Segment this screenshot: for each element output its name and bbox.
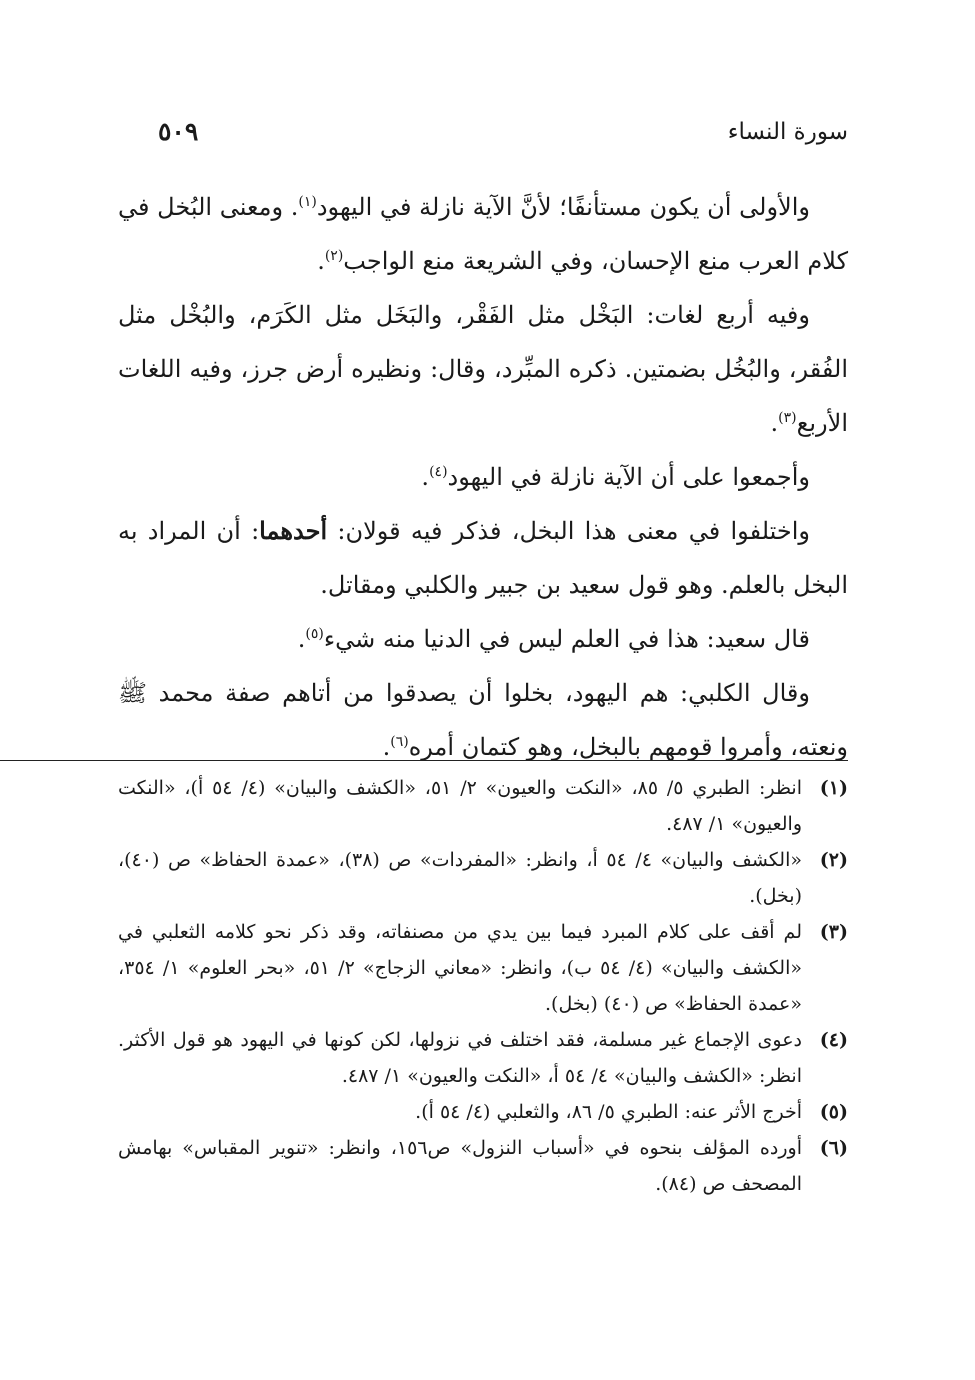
paragraph-3 <box>118 450 848 504</box>
surah-name: سورة النساء <box>727 119 848 145</box>
footnote-number: (٢) <box>819 849 848 871</box>
paragraph-5 <box>118 612 848 666</box>
paragraph-6-text: وقال الكلبي: هم اليهود، بخلوا أن يصدقوا من أتاهم صفة محمد ﷺ ونعته، وأمروا قومهم بالبخل، وهو كتمان أمره <box>118 679 848 761</box>
paragraph-3-text: وأجمعوا على أن الآية نازلة في اليهود <box>447 463 810 491</box>
footnote-item <box>118 914 848 1022</box>
paragraph-1 <box>118 180 848 288</box>
footnotes <box>118 770 848 1202</box>
footnote-ref-4: (٤) <box>429 464 448 480</box>
footnote-ref-1: (١) <box>298 194 317 210</box>
paragraph-1-text-b: . ومعنى البُخل في كلام العرب منع الإحسان، وفي الشريعة منع الواجب <box>118 193 848 275</box>
paragraph-4 <box>118 504 848 612</box>
paragraph-6-end: . <box>382 733 391 761</box>
footnote-text: أخرج الأثر عنه: الطبري ٥/ ٨٦، والثعلبي (٤/ ٥٤ أ). <box>415 1101 802 1123</box>
footnote-number: (١) <box>819 777 848 799</box>
footnote-text: انظر: الطبري ٥/ ٨٥، «النكت والعيون» ٢/ ٥١، «الكشف والبيان» (٤/ ٥٤ أ)، «النكت والعيون» ١/ ٤٨٧. <box>118 777 802 835</box>
main-text <box>118 180 848 774</box>
paragraph-5-end: . <box>297 625 306 653</box>
footnote-item <box>118 1022 848 1094</box>
footnote-number: (٤) <box>819 1029 848 1051</box>
paragraph-2-text: وفيه أربع لغات: البَخْل مثل الفَقْر، والبَخَل مثل الكَرَم، والبُخْل مثل الفُقر، والبُخُل بضمتين. ذكره المبِّرد، وقال: ونظيره أرض جرز، وفيه اللغات الأربع <box>118 301 848 437</box>
paragraph-4-text-b: : أن المراد به البخل بالعلم. وهو قول سعيد بن جبير والكلبي ومقاتل. <box>118 517 848 599</box>
footnote-item <box>118 770 848 842</box>
footnote-divider <box>0 760 848 761</box>
paragraph-2-end: . <box>770 409 779 437</box>
footnote-ref-5: (٥) <box>305 626 324 642</box>
footnote-number: (٣) <box>819 921 848 943</box>
page-header <box>158 112 848 152</box>
paragraph-5-text: قال سعيد: هذا في العلم ليس في الدنيا منه شيء <box>323 625 810 653</box>
footnote-ref-6: (٦) <box>390 734 409 750</box>
footnote-item <box>118 1094 848 1130</box>
footnote-ref-2: (٢) <box>324 248 344 264</box>
footnote-text: أورده المؤلف بنحوه في «أسباب النزول» ص١٥٦، وانظر: «تنوير المقباس» بهامش المصحف ص (٨٤). <box>118 1137 802 1195</box>
footnote-number: (٦) <box>819 1137 848 1159</box>
page-number: ٥٠٩ <box>158 117 199 146</box>
paragraph-4-bold: أحدهما <box>259 516 328 545</box>
footnote-item <box>118 1130 848 1202</box>
paragraph-4-text: واختلفوا في معنى هذا البخل، فذكر فيه قولان: <box>327 517 811 545</box>
footnote-text: لم أقف على كلام المبرد فيما بين يدي من مصنفاته، وقد ذكر نحو كلامه الثعلبي في «الكشف والبيان» (٤/ ٥٤ ب)، وانظر: «معاني الزجاج» ٢/ ٥١، «بحر العلوم» ١/ ٣٥٤، «عمدة الحفاظ» ص (٤٠) (بخل). <box>118 921 803 1015</box>
paragraph-3-end: . <box>421 463 430 491</box>
footnote-number: (٥) <box>819 1101 848 1123</box>
paragraph-2 <box>118 288 848 450</box>
paragraph-6 <box>118 666 848 774</box>
footnote-ref-3: (٣) <box>778 410 797 426</box>
footnote-text: دعوى الإجماع غير مسلمة، فقد اختلف في نزولها، لكن كونها في اليهود هو قول الأكثر. انظر: «الكشف والبيان» ٤/ ٥٤ أ، «النكت والعيون» ١/ ٤٨٧. <box>118 1029 802 1087</box>
paragraph-1-end: . <box>317 247 325 275</box>
footnote-item <box>118 842 848 914</box>
footnote-text: «الكشف والبيان» ٤/ ٥٤ أ، وانظر: «المفردات» ص (٣٨)، «عمدة الحفاظ» ص (٤٠)، (بخل). <box>118 849 802 907</box>
paragraph-1-text: والأولى أن يكون مستأنفًا؛ لأنَّ الآية نازلة في اليهود <box>316 193 811 221</box>
